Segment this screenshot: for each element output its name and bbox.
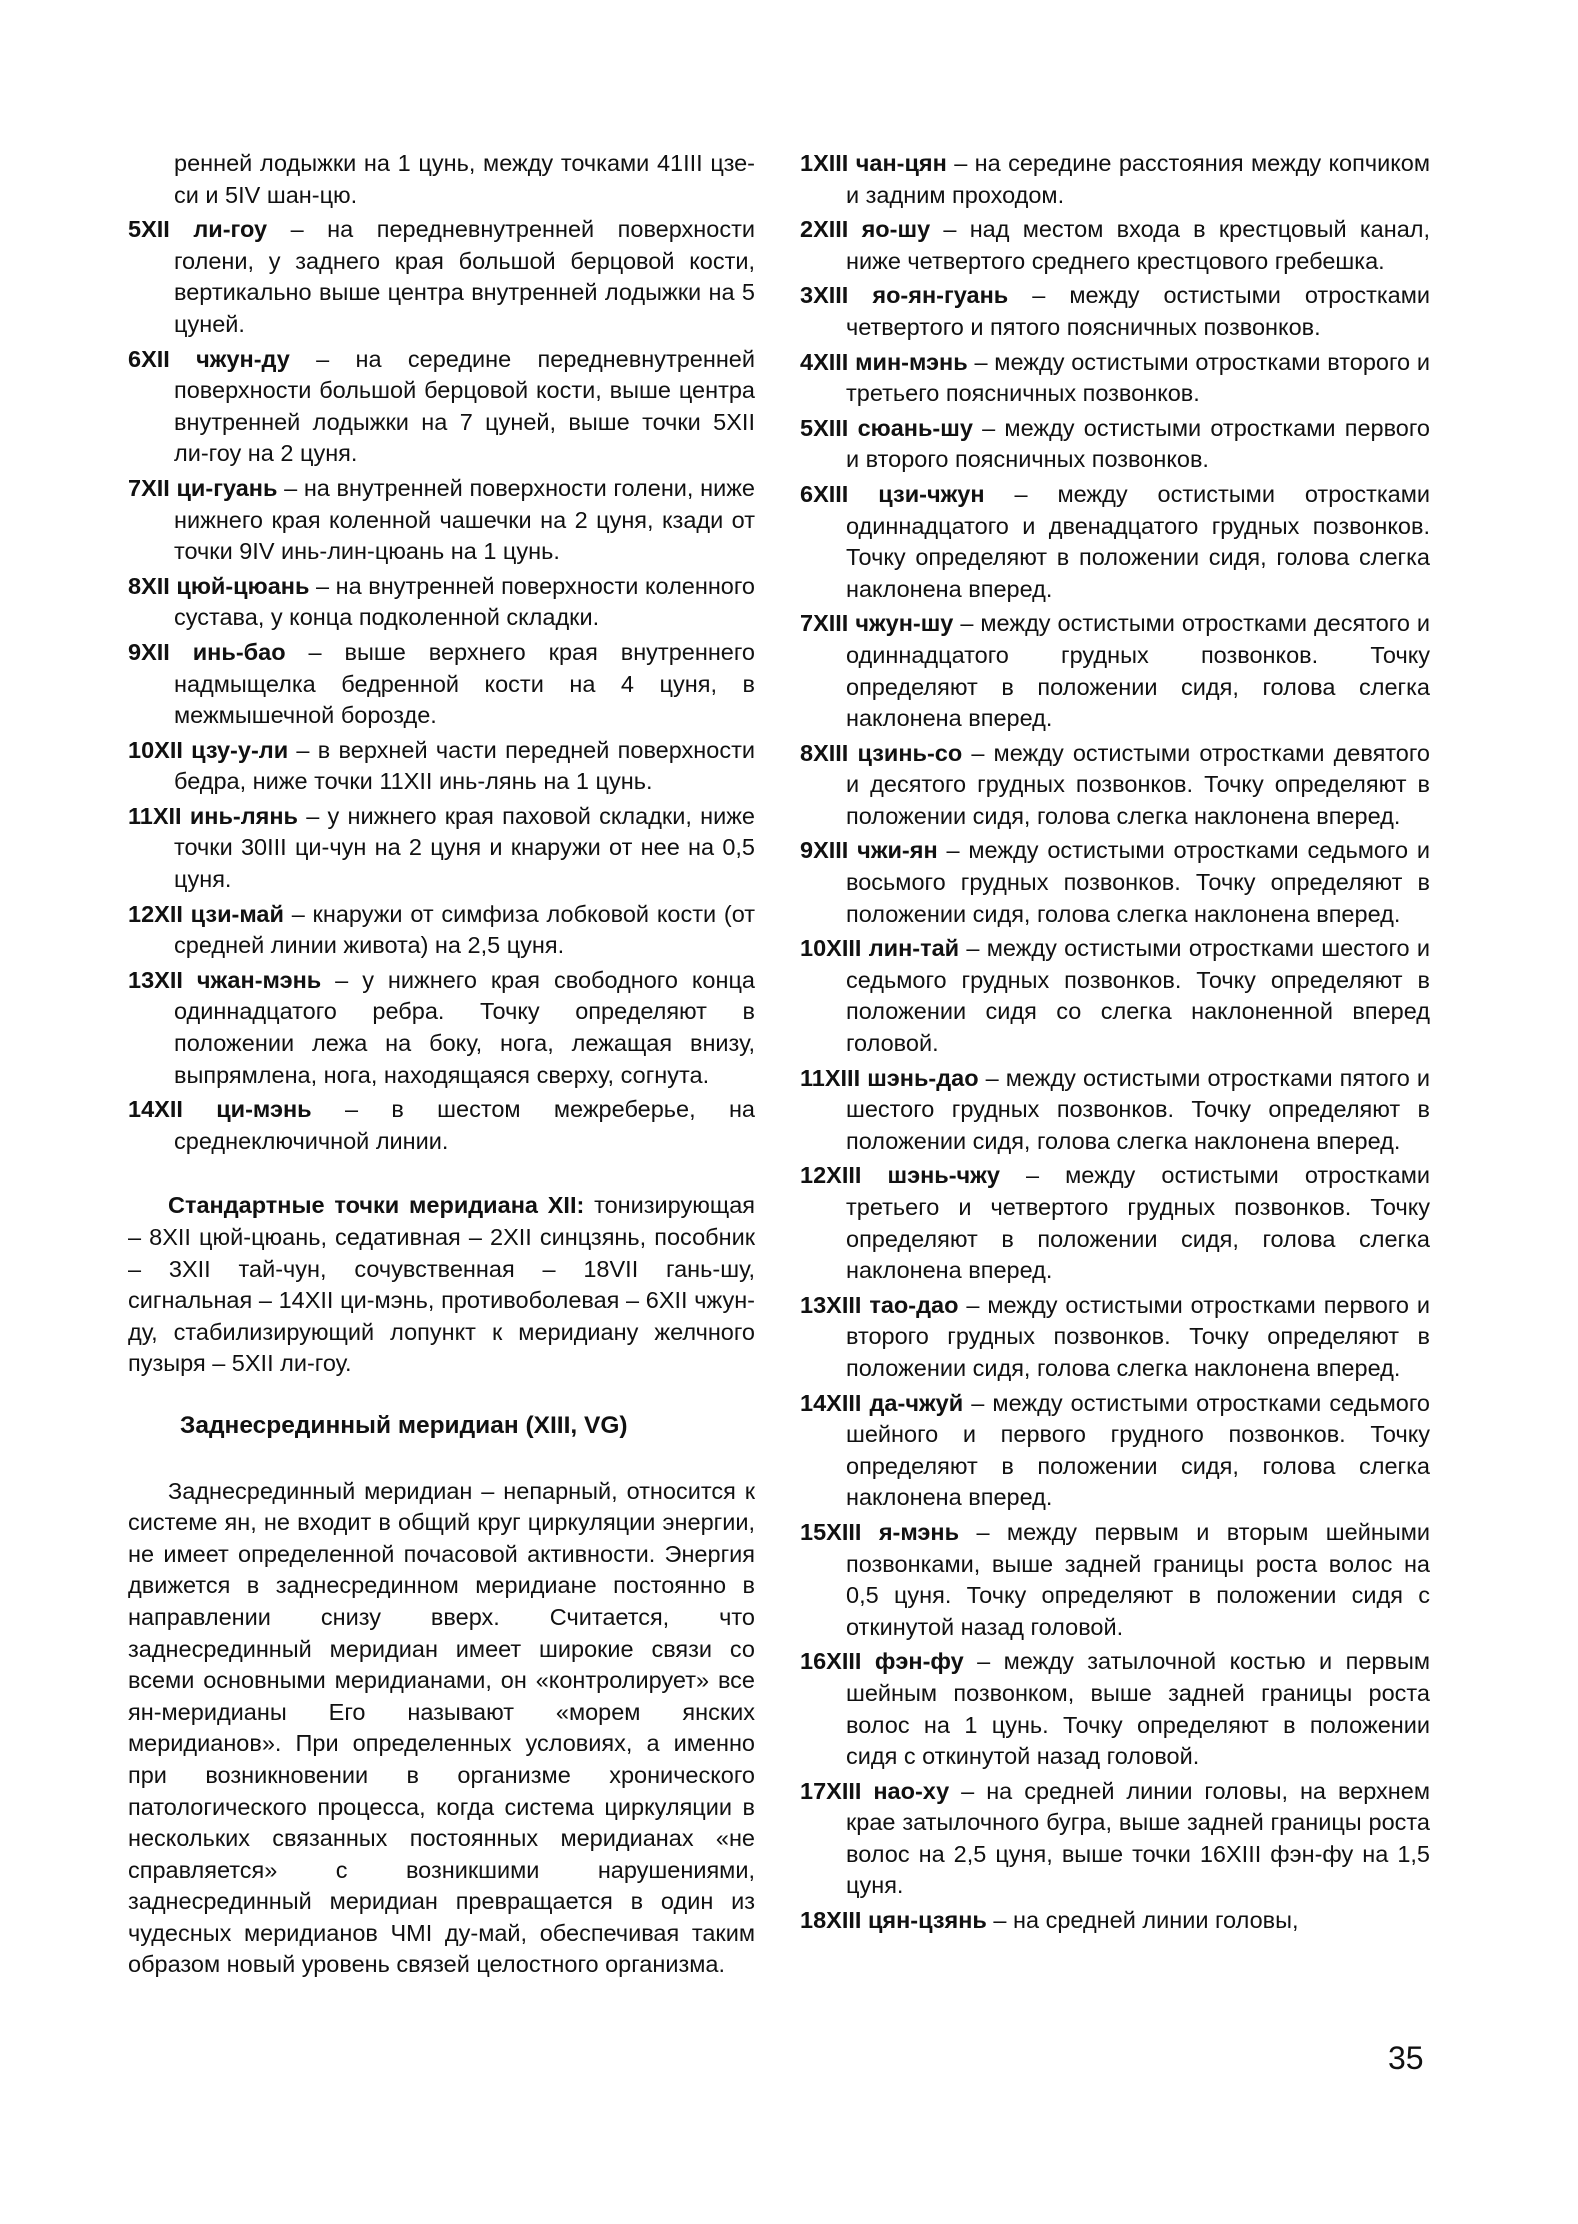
- point-name: чжан-мэнь: [196, 966, 322, 993]
- point-code: 11XII: [128, 802, 182, 829]
- point-entry: [128, 965, 755, 1091]
- point-name: яо-ян-гуань: [872, 282, 1009, 309]
- point-code: 12XII: [128, 900, 183, 927]
- point-code: 10XIII: [800, 935, 862, 962]
- point-entry: [128, 637, 755, 732]
- point-entry: [128, 801, 755, 896]
- point-description: – между остистыми отростками третьего и четвертого грудных позвонков. Точку определяют в положении сидя, голова слегка наклонена вперед.: [846, 1162, 1430, 1284]
- point-description: – на середине расстояния между копчиком и задним проходом.: [846, 150, 1430, 208]
- left-entry-list: [128, 214, 755, 1157]
- point-description: – на внутренней поверхности коленного сустава, у конца подколенной складки.: [174, 572, 756, 631]
- point-description: – над местом входа в крестцовый канал, ниже четвертого среднего крестцового гребешка.: [846, 216, 1430, 274]
- point-entry: [800, 835, 1430, 930]
- point-name: цзи-май: [190, 900, 284, 927]
- section-heading: Заднесрединный меридиан (XIII, VG): [180, 1411, 628, 1439]
- point-entry: [800, 148, 1430, 211]
- point-description: – между остистыми отростками девятого и десятого грудных позвонков. Точку определяют в положении сидя, голова слегка наклонена вперед.: [846, 739, 1430, 829]
- point-entry: [128, 473, 755, 568]
- point-description: – на внутренней поверхности голени, ниже нижнего края коленной чашечки на 2 цуня, кзади от точки 9IV инь-лин-цюань на 1 цунь.: [174, 474, 755, 565]
- point-description: – между первым и вторым шейными позвонками, выше задней границы роста волос на 0,5 цуня. Точку определяют в положении сидя с откинутой назад головой.: [846, 1518, 1431, 1640]
- point-code: 9XIII: [800, 837, 849, 864]
- point-entry: [800, 608, 1430, 734]
- point-description: – в верхней части передней поверхности бедра, ниже точки 11XII инь-лянь на 1 цунь.: [174, 736, 755, 795]
- point-name: цзи-чжун: [878, 480, 985, 507]
- point-entry: [128, 571, 755, 634]
- point-name: цян-цзянь: [867, 1907, 987, 1934]
- point-entry: [800, 1388, 1430, 1514]
- point-name: сюань-шу: [857, 414, 973, 441]
- point-entry: [800, 1063, 1430, 1158]
- point-code: 14XII: [128, 1096, 183, 1123]
- point-entry: [128, 344, 755, 470]
- point-entry: [800, 1646, 1430, 1772]
- point-name: цзинь-со: [857, 739, 963, 766]
- point-entry: [128, 735, 755, 798]
- point-code: 7XII: [128, 474, 170, 501]
- point-name: цзу-у-ли: [191, 736, 289, 763]
- point-name: цюй-цюань: [176, 572, 310, 599]
- point-name: я-мэнь: [878, 1518, 960, 1545]
- standard-points-lead: Стандартные точки меридиана XII:: [168, 1192, 585, 1219]
- point-description: – между остистыми отростками первого и второго грудных позвонков. Точку определяют в положении сидя, голова слегка наклонена вперед.: [846, 1291, 1431, 1381]
- point-code: 7XIII: [800, 610, 849, 637]
- point-description: – между остистыми отростками пятого и шестого грудных позвонков. Точку определяют в положении сидя, голова слегка наклонена вперед.: [846, 1064, 1430, 1154]
- point-name: чжун-ду: [196, 345, 290, 372]
- point-code: 13XII: [128, 966, 183, 993]
- point-name: нао-ху: [873, 1777, 950, 1804]
- point-name: инь-бао: [192, 638, 286, 665]
- point-entry: [128, 899, 755, 962]
- continuation-text: ренней лодыжки на 1 цунь, между точками 41III цзе-си и 5IV шан-цю.: [174, 150, 755, 208]
- point-description: – между остистыми отростками первого и второго поясничных позвонков.: [846, 414, 1430, 473]
- point-description: – у нижнего края паховой складки, ниже точки 30III ци-чун на 2 цуня и кнаружи от нее на 0,5 цуня.: [174, 802, 755, 893]
- point-code: 15XIII: [800, 1518, 862, 1545]
- point-name: фэн-фу: [874, 1648, 964, 1675]
- point-code: 5XIII: [800, 414, 849, 441]
- right-entry-list: [800, 148, 1430, 1937]
- standard-points-text: тонизирующая – 8XII цюй-цюань, седативная – 2XII синцзянь, пособник – 3XII тай-чун, сочувственная – 18VII гань-шу, сигнальная – 14XII ци-мэнь, противоболевая – 6XII чжун-ду, стабилизирующий лопункт к меридиану желчного пузыря – 5XII ли-гоу.: [128, 1192, 755, 1377]
- point-name: ци-мэнь: [216, 1096, 312, 1123]
- point-entry: [800, 479, 1430, 605]
- point-code: 9XII: [128, 638, 170, 665]
- point-code: 2XIII: [800, 216, 849, 243]
- point-entry: [800, 1517, 1430, 1643]
- intro-paragraph: Заднесрединный меридиан – непарный, относится к системе ян, не входит в общий круг циркуляции энергии, не имеет определенной почасовой активности. Энергия движется в заднесрединном меридиане постоянно в направлении снизу вверх. Считается, что заднесрединный меридиан имеет широкие связи со всеми основными меридианами, он «контролирует» все ян-меридианы Его называют «морем янских меридианов». При определенных условиях, а именно при возникновении в организме хронического патологического процесса, когда система циркуляции в нескольких связанных постоянных меридианах «не справляется» с возникшими нарушениями, заднесрединный меридиан превращается в один из чудесных меридианов ЧМI ду-май, обеспечивая таким образом новый уровень связей целостного организма.: [128, 1477, 755, 1978]
- point-description: – выше верхнего края внутреннего надмыщелка бедренной кости на 4 цуня, в межмышечной борозде.: [174, 638, 755, 729]
- point-name: инь-лянь: [189, 802, 299, 829]
- spacer: [128, 1380, 755, 1410]
- point-code: 14XIII: [800, 1389, 862, 1416]
- point-entry: [800, 1290, 1430, 1385]
- point-code: 13XIII: [800, 1291, 862, 1318]
- point-code: 6XII: [128, 345, 170, 372]
- point-description: – на средней линии головы, на верхнем крае затылочного бугра, выше задней границы роста волос на 2,5 цуня, выше точки 16XIII фэн-фу на 1,5 цуня.: [846, 1777, 1430, 1899]
- point-code: 17XIII: [800, 1777, 862, 1804]
- point-description: – между остистыми отростками одиннадцатого и двенадцатого грудных позвонков. Точку определяют в положении сидя, голова слегка наклонена вперед.: [846, 480, 1430, 602]
- point-entry: [800, 1905, 1430, 1937]
- point-entry: [800, 1776, 1430, 1902]
- point-name: шэнь-чжу: [887, 1162, 1000, 1189]
- point-entry: [800, 933, 1430, 1059]
- point-description: – между остистыми отростками десятого и одиннадцатого грудных позвонков. Точку определяют в положении сидя, голова слегка наклонена вперед.: [846, 610, 1431, 732]
- point-entry: [800, 280, 1430, 343]
- point-name: яо-шу: [861, 216, 931, 243]
- point-code: 8XIII: [800, 739, 849, 766]
- point-name: шэнь-дао: [867, 1064, 979, 1091]
- spacer: [128, 1160, 755, 1190]
- point-entry: [128, 214, 755, 340]
- point-code: 10XII: [128, 736, 183, 763]
- point-name: чжун-шу: [855, 610, 954, 637]
- point-description: – на передневнутренней поверхности голени, у заднего края большой берцовой кости, вертикально выше центра внутренней лодыжки на 5 цуней.: [174, 216, 755, 337]
- point-description: – между остистыми отростками седьмого шейного и первого грудного позвонков. Точку определяют в положении сидя, голова слегка наклонена вперед.: [846, 1389, 1431, 1511]
- point-description: – на середине передневнутренней поверхности большой берцовой кости, выше центра внутренней лодыжки на 7 цуней, выше точки 5XII ли-гоу на 2 цуня.: [174, 345, 755, 467]
- point-code: 8XII: [128, 572, 170, 599]
- point-name: ли-гоу: [193, 216, 268, 243]
- point-code: 12XIII: [800, 1162, 862, 1189]
- point-name: лин-тай: [868, 935, 960, 962]
- point-entry: [800, 738, 1430, 833]
- point-description: – между остистыми отростками второго и третьего поясничных позвонков.: [846, 348, 1430, 407]
- point-code: 1XIII: [800, 150, 849, 176]
- standard-points-paragraph: [128, 1190, 755, 1380]
- point-entry: [800, 1160, 1430, 1286]
- left-column: [128, 148, 755, 1981]
- page-number: 35: [1388, 2040, 1424, 2076]
- point-entry: [800, 214, 1430, 277]
- point-code: 3XIII: [800, 282, 849, 309]
- point-name: чан-цян: [855, 150, 947, 176]
- point-description: – на средней линии головы,: [986, 1907, 1299, 1934]
- point-description: – между остистыми отростками четвертого и пятого поясничных позвонков.: [846, 282, 1430, 340]
- point-name: да-чжуй: [869, 1389, 964, 1416]
- point-entry: [800, 347, 1430, 410]
- right-column: [800, 148, 1430, 1940]
- point-description: – между затылочной костью и первым шейным позвонком, выше задней границы роста волос на 1 цунь. Точку определяют в положении сидя с откинутой назад головой.: [846, 1648, 1430, 1770]
- point-code: 6XIII: [800, 480, 849, 507]
- point-name: ци-гуань: [176, 474, 278, 501]
- point-description: – кнаружи от симфиза лобковой кости (от средней линии живота) на 2,5 цуня.: [174, 900, 756, 959]
- point-code: 18XIII: [800, 1907, 862, 1934]
- point-entry: [800, 413, 1430, 476]
- point-code: 4XIII: [800, 348, 849, 375]
- point-code: 11XIII: [800, 1064, 861, 1091]
- point-code: 16XIII: [800, 1648, 862, 1675]
- point-description: – между остистыми отростками шестого и седьмого грудных позвонков. Точку определяют в положении сидя со слегка наклоненной вперед головой.: [846, 935, 1430, 1057]
- point-description: – между остистыми отростками седьмого и восьмого грудных позвонков. Точку определяют в положении сидя, голова слегка наклонена вперед.: [846, 837, 1431, 927]
- point-code: 5XII: [128, 216, 170, 243]
- point-name: мин-мэнь: [855, 348, 968, 375]
- point-name: чжи-ян: [857, 837, 938, 864]
- point-entry: [128, 1094, 755, 1157]
- point-description: – у нижнего края свободного конца одиннадцатого ребра. Точку определяют в положении лежа на боку, нога, лежащая внизу, выпрямлена, нога, находящаяся сверху, согнута.: [174, 966, 755, 1088]
- point-name: тао-дао: [869, 1291, 959, 1318]
- point-description: – в шестом межреберье, на среднеключичной линии.: [174, 1096, 755, 1154]
